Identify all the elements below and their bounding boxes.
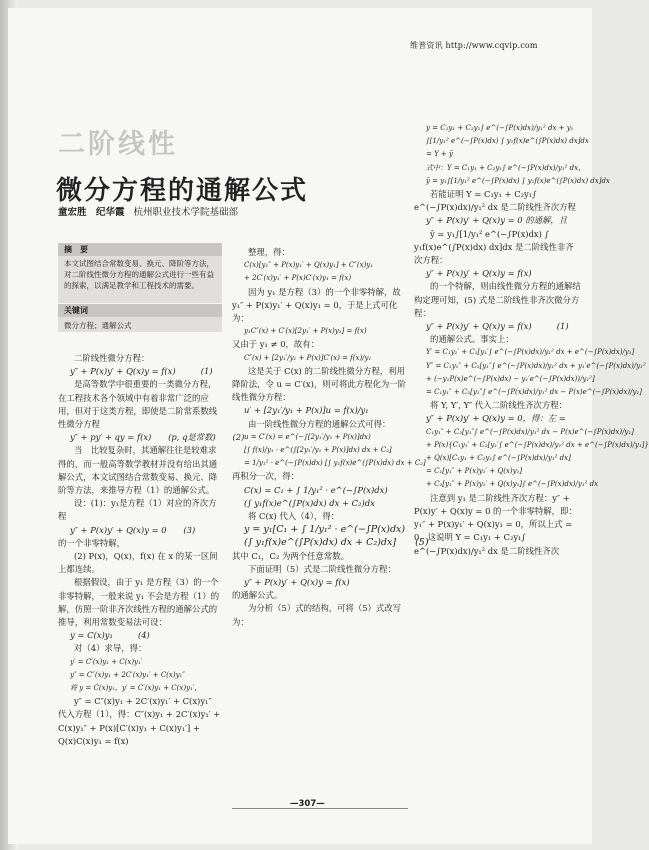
paragraph: 将 C(x) 代入（4），得：: [248, 511, 340, 522]
equation: ȳ = y₁∫[1/y₁² e^(−∫P(x)dx) ∫ y₁f(x)e^(∫P(x)dx) dx]dx: [426, 176, 610, 185]
equation: y″ + P(x)y′ + Q(x)y = 0 的通解，且: [426, 215, 568, 226]
equation: C(x)[y₁″ + P(x)y₁′ + Q(x)y₁] + C″(x)y₁: [244, 261, 374, 270]
paragraph: 根据假设，由于 y₁ 是方程（3）的一个非零特解，一般来说 y₁ 不会是方程（1）的解，仿照一阶非齐次线性方程的通解公式的推导，利用常数变易法可设：: [58, 577, 220, 628]
paragraph: 的一个非零特解，: [58, 537, 125, 548]
text-column-1: [58, 352, 245, 748]
keywords-heading: 关键词: [58, 304, 222, 317]
equation: + P(x){C₁y₁′ + C₂[y₁′∫ e^(−∫P(x)dx)/y₁² dx + e^(−∫P(x)dx)/y₁]}: [426, 440, 649, 449]
paragraph: 下面证明（5）式是二阶线性微分方程：: [248, 563, 396, 574]
equation: y″ + P(x)y′ + Q(x)y = f(x) (1): [426, 321, 569, 332]
paragraph: 又由于 y₁ ≠ 0，故有：: [232, 339, 320, 350]
paragraph: 注意到 y₁ 是二阶线性齐次方程：y″ + P(x)y′ + Q(x)y = 0 的一个非零特解，即：y₁″ + P(x)y₁′ + Q(x)y₁ = 0，所以上式 = 0，这说明 Y = C₁y₁ + C₂y₁∫ e^(−∫P(x)dx)/y₁² dx 是二阶线性齐次: [414, 492, 577, 556]
paragraph: 二阶线性微分方程：: [74, 353, 150, 363]
page-number: —307—: [290, 799, 325, 809]
equation: + (−y₁P(x)e^(−∫P(x)dx) − y₁′e^(−∫P(x)dx))/y₁²]: [426, 374, 595, 383]
equation: + 2C′(x)y₁′ + P(x)C′(x)y₁ = f(x): [244, 274, 352, 283]
paragraph: (2) P(x)，Q(x)，f(x) 在 x 的某一区间上都连续。: [58, 551, 218, 575]
equation: = C₁[y₁″ + P(x)y₁′ + Q(x)y₁]: [426, 467, 523, 476]
paragraph: 若能证明 Y = C₁y₁ + C₂y₁∫ e^(−∫P(x)dx)/y₁² dx 是二阶线性齐次方程: [414, 189, 576, 213]
equation: 将 y = C(x)y₁，y′ = C′(x)y₁ + C(x)y₁′，: [70, 684, 202, 693]
affiliation: 杭州职业技术学院基础部: [133, 207, 239, 218]
equation: + Q(x)[C₁y₁ + C₂y₁∫ e^(−∫P(x)dx)/y₁² dx]: [426, 454, 571, 463]
paragraph: 的通解公式。事实上：: [430, 334, 514, 345]
equation: + C₂[y₁″ + P(x)y₁′ + Q(x)y₁]∫ e^(−∫P(x)dx)/y₁² dx: [426, 480, 599, 489]
paragraph: 设：(1)：y₁是方程（1）对应的齐次方程: [58, 498, 217, 522]
paragraph: 由一阶线性微分方程的通解公式可得：: [248, 418, 391, 429]
paragraph: ȳ = y₁∫[1/y₁² e^(−∫P(x)dx) ∫ y₁f(x)e^(∫P(x)dx) dx]dx 是二阶线性非齐次方程：: [414, 228, 574, 266]
equation: 式中：Y = C₁y₁ + C₂y₁∫ e^(−∫P(x)dx)/y₁² dx，: [426, 163, 586, 172]
equation: = 1/y₁² · e^(−∫P(x)dx) [∫ y₁f(x)e^(∫P(x)dx) dx + C₂]: [244, 459, 426, 468]
abstract-text: 本文试图结合常数变易、换元、降阶等方法，对二阶线性微分方程的通解公式进行一些有益的探索，以满足教学和工程技术的需要。: [64, 259, 214, 290]
paragraph: 将 Y, Y′, Y″ 代入二阶线性齐次方程：: [430, 400, 568, 411]
equation: ∫[1/y₁² e^(−∫P(x)dx) ∫ y₁f(x)e^(∫P(x)dx) dx]dx: [426, 137, 589, 146]
equation: y″ + py′ + qy = f(x) (p, q是常数) (2): [70, 432, 245, 443]
equation: Y′ = C₁y₁′ + C₂[y₁′∫ e^(−∫P(x)dx)/y₁² dx + e^(−∫P(x)dx)/y₁]: [426, 348, 635, 357]
paragraph: 整理，得：: [248, 247, 290, 257]
equation: (∫ y₁f(x)e^(∫P(x)dx) dx + C₂)dx] (5): [244, 537, 429, 549]
paragraph: 这是关于 C(x) 的二阶线性微分方程，利用降阶法，令 u = C′(x)，则可将此方程化为一阶线性微分方程：: [232, 365, 406, 403]
equation: = Y + ȳ: [426, 150, 453, 159]
paragraph: 再积分一次，得：: [232, 471, 299, 482]
equation: y = C₁y₁ + C₂y₁∫ e^(−∫P(x)dx)/y₁² dx + y₁: [426, 124, 574, 132]
equation: y″ = C″(x)y₁ + 2C′(x)y₁′ + C(x)y₁″: [70, 670, 185, 679]
equation: (∫ y₁f(x)e^(∫P(x)dx) dx + C₂)dx: [244, 497, 375, 508]
text-column-3: [414, 122, 649, 558]
keywords-box: [58, 304, 222, 332]
paragraph: y″ = C″(x)y₁ + 2C′(x)y₁′ + C(x)y₁″ 代入方程（1），得：C″(x)y₁ + 2C′(x)y₁′ + C(x)y₁″ + P(x)[C′(x)y₁ + C(x)y₁′] + Q(x)C(x)y₁ = f(x): [58, 696, 221, 746]
equation: u′ + [2y₁′/y₁ + P(x)]u = f(x)/y₁: [244, 405, 369, 416]
byline: [58, 204, 238, 218]
authors: 童宏胜 纪华霞: [58, 207, 125, 218]
paragraph: 的通解公式。: [232, 590, 283, 601]
keywords-text: 微分方程；通解公式: [64, 321, 132, 330]
paragraph: 因为 y₁ 是方程（3）的一个非零特解，故 y₁″ + P(x)y₁′ + Q(x)y₁ = 0，于是上式可化为：: [232, 286, 401, 324]
abstract-box: [58, 243, 222, 303]
equation: C(x) = C₁ + ∫ 1/y₁² · e^(−∫P(x)dx): [244, 484, 388, 495]
equation: u = C′(x) = e^(−∫[2y₁′/y₁ + P(x)]dx): [244, 432, 371, 441]
equation: y″ + P(x)y′ + Q(x)y = 0，得：左 =: [426, 413, 566, 424]
equation: = C₁y₁″ + C₂[y₁″∫ e^(−∫P(x)dx)/y₁² dx − P(x)e^(−∫P(x)dx)/y₁]: [426, 388, 643, 397]
equation: y″ + P(x)y′ + Q(x)y = f(x): [426, 268, 532, 279]
equation: C₁y₁″ + C₂[y₁″∫ e^(−∫P(x)dx)/y₁² dx − P(x)e^(−∫P(x)dx)/y₁]: [426, 427, 634, 436]
equation: [∫ f(x)/y₁ · e^(∫[2y₁′/y₁ + P(x)]dx) dx + C₂]: [244, 446, 392, 455]
source-watermark: 维普资讯 http://www.cqvip.com: [410, 41, 538, 50]
equation: y″ + P(x)y′ + Q(x)y = f(x) (1): [70, 366, 213, 377]
equation: Y″ = C₁y₁″ + C₂[y₁″∫ e^(−∫P(x)dx)/y₁² dx + y₁′e^(−∫P(x)dx)/y₁²: [426, 361, 646, 370]
equation: C″(x) + [2y₁′/y₁ + P(x)]C′(x) = f(x)/y₁: [244, 353, 372, 362]
paragraph: 其中 C₁，C₂ 为两个任意常数。: [232, 550, 349, 561]
paragraph: 对（4）求导，得：: [74, 643, 147, 654]
equation: y = C(x)y₁ (4): [70, 630, 150, 641]
equation: y′ = C′(x)y₁ + C(x)y₁′: [70, 657, 143, 666]
equation: y″ + P(x)y′ + Q(x)y = 0 (3): [70, 524, 196, 535]
title-kicker: 二阶线性: [58, 129, 178, 160]
paragraph: 的一个特解，则由线性微分方程的通解结构定理可知，(5) 式是二阶线性非齐次微分方程：: [414, 281, 581, 318]
equation: y″ + P(x)y′ + Q(x)y = f(x): [244, 577, 350, 588]
equation: y₁C″(x) + C′(x)[2y₁′ + P(x)y₁] = f(x): [244, 327, 367, 336]
abstract-heading: 摘 要: [58, 243, 222, 256]
equation: y = y₁[C₁ + ∫ 1/y₁² · e^(−∫P(x)dx): [244, 524, 406, 536]
paragraph: 当 比较复杂时，其通解往往是较难求得的，而一般高等数学教材并没有给出其通解公式，本文试图结合常数变易、换元、降阶等方法，来推导方程（1）的通解公式。: [58, 445, 218, 496]
page-title: 微分方程的通解公式: [56, 176, 309, 206]
paragraph: 是高等数学中很重要的一类微分方程，在工程技术各个领域中有着非常广泛的应用，但对于这类方程，即使是二阶常系数线性微分方程: [58, 379, 218, 430]
text-column-2: [232, 246, 429, 629]
paragraph: 为分析（5）式的结构，可将（5）式改写为：: [232, 603, 402, 627]
